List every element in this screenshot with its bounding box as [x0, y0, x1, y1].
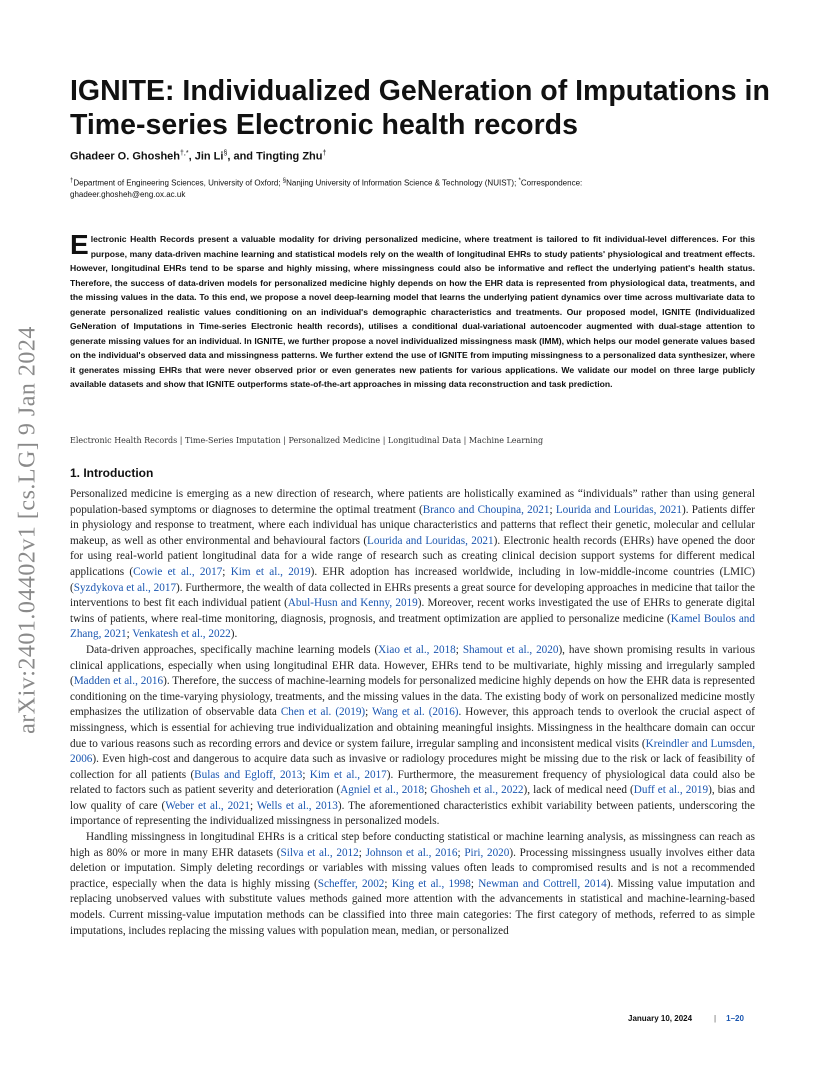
citation-link[interactable]: Wang et al. (2016)	[372, 706, 459, 719]
citation-link[interactable]: Agniel et al., 2018	[340, 784, 425, 797]
affiliation-text: Nanjing University of Information Science & Technology (NUIST);	[286, 178, 519, 188]
section-heading: 1. Introduction	[70, 466, 154, 480]
citation-link[interactable]: Branco and Choupina, 2021	[422, 503, 550, 516]
correspondence-email[interactable]: ghadeer.ghosheh@eng.ox.ac.uk	[70, 189, 186, 199]
citation-link[interactable]: Syzdykova et al., 2017	[73, 581, 177, 594]
author-name: Ghadeer O. Ghosheh	[70, 150, 181, 163]
author-name: Tingting Zhu	[256, 150, 323, 163]
paragraph: Handling missingness in longitudinal EHRs is a critical step before conducting statistical or machine learning analysis, as missingness can reach as high as 80% or more in many EHR datasets (Silva et al., 2012; Johnson et al., 2016; Piri, 2020). Processing missingness usually involves either data deletion or imputation. Simply deleting recordings or variables with missing values often leads to compromised results and is not a recommended practice, especially when the data is highly missing (Scheffer, 2002; King et al., 1998; Newman and Cottrell, 2014). Missing value imputation and replacing unobserved values with substitute values methods gained more attention with the advancements in statistical and machine-learning-based models. Current missing-value imputation methods can be classified into three main categories: The first category of methods, referred to as simple imputations, includes replacing the missing values with population mean, median, or personalized	[70, 831, 756, 937]
citation-link[interactable]: Newman and Cottrell, 2014	[478, 877, 607, 890]
citation-link[interactable]: Madden et al., 2016	[73, 675, 164, 688]
paper-title: IGNITE: Individualized GeNeration of Imputations in Time-series Electronic health records	[70, 75, 770, 141]
author-separator: ,	[188, 150, 195, 163]
citation-link[interactable]: King et al., 1998	[391, 877, 471, 890]
affiliation-text: Department of Engineering Sciences, University of Oxford;	[73, 178, 283, 188]
body-text	[70, 487, 755, 939]
citation-link[interactable]: Kim et al., 2017	[309, 768, 387, 781]
citation-link[interactable]: Venkatesh et al., 2022	[132, 628, 231, 641]
page-footer	[628, 1014, 744, 1023]
citation-link[interactable]: Ghosheh et al., 2022	[430, 784, 524, 797]
affiliation-marker: §	[282, 178, 287, 184]
citation-link[interactable]: Cowie et al., 2017	[133, 565, 223, 578]
footer-separator: |	[714, 1014, 717, 1023]
abstract	[70, 229, 755, 392]
arxiv-sidebar	[6, 300, 50, 760]
citation-link[interactable]: Kreindler and Lumsden, 2006	[70, 737, 755, 766]
citation-link[interactable]: Wells et al., 2013	[256, 799, 338, 812]
citation-link[interactable]: Chen et al. (2019)	[280, 706, 366, 719]
footer-date: January 10, 2024	[628, 1014, 693, 1023]
affiliation-marker: *	[518, 178, 521, 184]
citation-link[interactable]: Johnson et al., 2016	[365, 846, 458, 859]
affiliations	[70, 176, 760, 200]
citation-link[interactable]: Kamel Boulos and Zhang, 2021	[70, 612, 755, 641]
author-list	[70, 150, 326, 163]
page-range-link[interactable]: 1–20	[726, 1014, 744, 1023]
citation-link[interactable]: Scheffer, 2002	[317, 877, 385, 890]
author-marker: †,*	[180, 150, 189, 157]
arxiv-identifier[interactable]: arXiv:2401.04402v1 [cs.LG] 9 Jan 2024	[14, 326, 41, 734]
abstract-text: lectronic Health Records present a valuable modality for driving personalized medicine, where treatment is tailored to fit individual-level differences. For this purpose, many data-driven machine learning and statistical models rely on the wealth of longitudinal EHRs to study patients' physiological and treatment effects. However, longitudinal EHRs tend to be sparse and highly missing, where missingness could also be informative and reflect the underlying patient's health status. Therefore, the success of data-driven models for personalized medicine highly depends on how the EHR data is represented from physiological data, treatments, and the missing values in the data. To this end, we propose a novel deep-learning model that learns the underlying patient dynamics over time across multivariate data to generate personalized realistic values conditioning on an individual's demographic characteristics and treatments. Our proposed model, IGNITE (Individualized GeNeration of Imputations in Time-series Electronic health records), utilises a conditional dual-variational autoencoder augmented with dual-stage attention to generate missing values for an individual. In IGNITE, we further propose a novel individualized missingness mask (IMM), which helps our model generate values based on the individual's observed data and missingness patterns. We further extend the use of IGNITE from imputing missingness to a personalized data synthesizer, where it generates missing EHRs that were never observed prior or even generates new patients for various applications. We validate our model on three large publicly available datasets and show that IGNITE outperforms state-of-the-art approaches in missing data reconstruction and task prediction.	[70, 234, 755, 389]
affiliation-text: Correspondence:	[520, 178, 583, 188]
citation-link[interactable]: Shamout et al., 2020	[462, 643, 559, 656]
citation-link[interactable]: Abul-Husn and Kenny, 2019	[287, 597, 418, 610]
citation-link[interactable]: Silva et al., 2012	[280, 846, 359, 859]
citation-link[interactable]: Weber et al., 2021	[165, 799, 250, 812]
paragraph: Data-driven approaches, specifically machine learning models (Xiao et al., 2018; Shamout et al., 2020), have shown promising results in various clinical applications, especially when using longitudinal EHR data. However, EHRs tend to be multivariate, highly missing and irregularly sampled (Madden et al., 2016). Therefore, the success of machine-learning models for personalized medicine highly depends on how the EHR data is represented conditioning on the time-varying physiology, treatments, and the missing values in the data. The existing body of work on personalized medicine mostly emphasizes the utilization of observable data Chen et al. (2019); Wang et al. (2016). However, this approach tends to overlook the crucial aspect of missingness, which is essential for achieving true individualization and obtaining meaningful insights. Missingness in the healthcare domain can occur due to various reasons such as recording errors and device or system failure, irregular sampling and inconsistent medical visits (Kreindler and Lumsden, 2006). Even high-cost and dangerous to acquire data such as invasive or radiology procedures might be missing due to the risk or lack of feasibility of collection for all patients (Bulas and Egloff, 2013; Kim et al., 2017). Furthermore, the measurement frequency of physiological data could also be related to factors such as patient severity and deterioration (Agniel et al., 2018; Ghosheh et al., 2022), lack of medical need (Duff et al., 2019), bias and low quality of care (Weber et al., 2021; Wells et al., 2013). The aforementioned characteristics exhibit variability between patients, underscoring the importance of representing the individualized missingness in personalized models.	[70, 643, 756, 828]
author-separator: , and	[227, 150, 257, 163]
citation-link[interactable]: Bulas and Egloff, 2013	[194, 768, 303, 781]
citation-link[interactable]: Duff et al., 2019	[633, 784, 709, 797]
abstract-dropcap: E	[70, 229, 89, 260]
affiliation-marker: †	[70, 178, 74, 184]
citation-link[interactable]: Xiao et al., 2018	[378, 643, 456, 656]
citation-link[interactable]: Piri, 2020	[464, 846, 510, 859]
keywords: Electronic Health Records | Time-Series Imputation | Personalized Medicine | Longitudinal Data | Machine Learning	[70, 436, 544, 445]
author-name: Jin Li	[194, 150, 224, 163]
author-marker: §	[223, 150, 228, 157]
citation-link[interactable]: Lourida and Louridas, 2021	[555, 503, 682, 516]
citation-link[interactable]: Lourida and Louridas, 2021	[367, 534, 494, 547]
author-marker: †	[322, 150, 327, 157]
paragraph: Personalized medicine is emerging as a new direction of research, where patients are holistically examined as “individuals” rather than using general population-based symptoms or diagnoses to determine the optimal treatment (Branco and Choupina, 2021; Lourida and Louridas, 2021). Patients differ in physiology and response to treatment, where each individual has unique characteristics and patterns that reflect their genetic, molecular and cellular makeup, as well as other environmental and behavioural factors (Lourida and Louridas, 2021). Electronic health records (EHRs) have opened the door for using real-world patient longitudinal data for a wide range of research such as creating clinical decision support systems for different medical applications (Cowie et al., 2017; Kim et al., 2019). EHR adoption has increased worldwide, including in low-middle-income countries (LMIC) (Syzdykova et al., 2017). Furthermore, the wealth of data collected in EHRs presents a great source for developing approaches in medicine that tailor the interventions to best fit each individual patient (Abul-Husn and Kenny, 2019). Moreover, recent works investigated the use of EHRs to generate digital twins of patients, where real-time monitoring, diagnosis, prognosis, and treatment optimization are applied to personalize medicine (Kamel Boulos and Zhang, 2021; Venkatesh et al., 2022).	[70, 488, 755, 641]
citation-link[interactable]: Kim et al., 2019	[230, 565, 311, 578]
